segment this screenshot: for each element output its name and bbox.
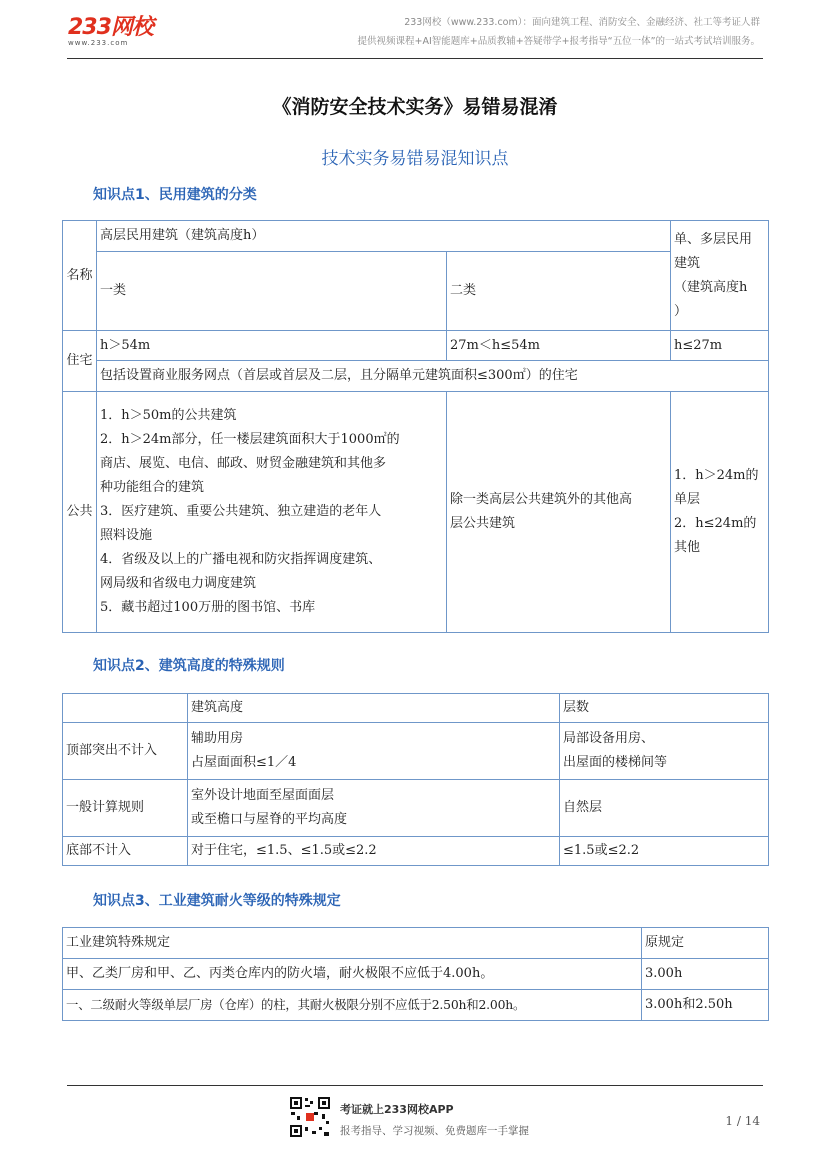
building-height-rules-table bbox=[62, 693, 769, 866]
floors-header-cell: 层数 bbox=[560, 694, 769, 723]
header-tagline bbox=[358, 13, 761, 51]
qr-code-icon bbox=[288, 1095, 332, 1139]
residential-class-2-cell: 27m＜h≤54m bbox=[447, 331, 671, 361]
public-low-rise-line: 单层 bbox=[674, 492, 701, 507]
table-row bbox=[63, 837, 769, 866]
public-low-rise-line: 其他 bbox=[674, 540, 701, 555]
original-rule-header-cell: 原规定 bbox=[642, 928, 769, 959]
cell-line: 室外设计地面至屋面面层 bbox=[191, 788, 335, 803]
public-class-1-line: 网局级和省级电力调度建筑 bbox=[100, 576, 257, 591]
special-rule-header-cell: 工业建筑特殊规定 bbox=[63, 928, 642, 959]
low-rise-header-cell bbox=[671, 221, 769, 331]
low-rise-header-line: 单、多层民用 bbox=[674, 231, 753, 247]
public-class-1-line: 种功能组合的建筑 bbox=[100, 480, 205, 495]
height-header-cell: 建筑高度 bbox=[188, 694, 560, 723]
section-1-heading: 知识点1、民用建筑的分类 bbox=[93, 187, 257, 203]
public-class-1-line: 照料设施 bbox=[100, 528, 153, 543]
app-promo-description: 报考指导、学习视频、免费题库一手掌握 bbox=[340, 1125, 529, 1137]
section-3-heading: 知识点3、工业建筑耐火等级的特殊规定 bbox=[93, 893, 341, 909]
class-2-header-cell: 二类 bbox=[447, 252, 671, 331]
rule-label-cell: 一般计算规则 bbox=[63, 780, 188, 837]
height-rule-cell bbox=[188, 723, 560, 780]
rule-label-cell: 顶部突出不计入 bbox=[63, 723, 188, 780]
public-class-2-cell bbox=[447, 392, 671, 633]
original-rule-cell: 3.00h和2.50h bbox=[642, 990, 769, 1021]
low-rise-header-line: ） bbox=[674, 303, 688, 319]
height-rule-cell bbox=[188, 780, 560, 837]
tagline-line-2: 提供视频课程+AI智能题库+品质教辅+答疑带学+报考指导“五位一体”的一站式考试培训服务。 bbox=[357, 36, 760, 47]
logo-text: 233网校 bbox=[68, 15, 153, 40]
empty-header-cell bbox=[63, 694, 188, 723]
residential-class-1-cell: h＞54m bbox=[97, 331, 447, 361]
document-subtitle: 技术实务易错易混知识点 bbox=[321, 149, 509, 169]
brand-logo bbox=[68, 10, 153, 47]
public-class-2-line: 层公共建筑 bbox=[450, 516, 516, 531]
public-class-1-cell bbox=[97, 392, 447, 633]
document-title: 《消防安全技术实务》易错易混淆 bbox=[272, 96, 558, 118]
low-rise-header-line: （建筑高度h bbox=[674, 279, 748, 295]
special-rule-cell: 甲、乙类厂房和甲、乙、丙类仓库内的防火墙，耐火极限不应低于4.00h。 bbox=[63, 959, 642, 990]
high-rise-header-cell: 高层民用建筑（建筑高度h） bbox=[97, 221, 671, 252]
height-rule-cell: 对于住宅，≤1.5、≤1.5或≤2.2 bbox=[188, 837, 560, 866]
rule-label-cell: 底部不计入 bbox=[63, 837, 188, 866]
public-class-1-line: 商店、展览、电信、邮政、财贸金融建筑和其他多 bbox=[100, 456, 387, 471]
cell-line: 占屋面面积≤1／4 bbox=[191, 755, 297, 770]
section-2-heading: 知识点2、建筑高度的特殊规则 bbox=[93, 658, 285, 674]
residential-note-cell: 包括设置商业服务网点（首层或首层及二层，且分隔单元建筑面积≤300㎡）的住宅 bbox=[97, 361, 769, 392]
name-label-cell: 名称 bbox=[63, 221, 97, 331]
residential-label-cell: 住宅 bbox=[63, 331, 97, 392]
public-class-1-line: 3．医疗建筑、重要公共建筑、独立建造的老年人 bbox=[100, 504, 382, 519]
table-row bbox=[63, 723, 769, 780]
public-low-rise-cell bbox=[671, 392, 769, 633]
public-class-1-line: 4．省级及以上的广播电视和防灾指挥调度建筑、 bbox=[100, 552, 382, 567]
header-divider bbox=[67, 58, 763, 59]
cell-line: 或至檐口与屋脊的平均高度 bbox=[191, 812, 348, 827]
app-promo-title: 考证就上233网校APP bbox=[340, 1103, 454, 1116]
table-row bbox=[63, 990, 769, 1021]
original-rule-cell: 3.00h bbox=[642, 959, 769, 990]
cell-line: 辅助用房 bbox=[191, 731, 244, 746]
page-number: 1 / 14 bbox=[725, 1114, 760, 1128]
residential-low-rise-cell: h≤27m bbox=[671, 331, 769, 361]
floors-rule-cell: 自然层 bbox=[560, 780, 769, 837]
table-row bbox=[63, 780, 769, 837]
cell-line: 出屋面的楼梯间等 bbox=[563, 755, 668, 770]
floors-rule-cell bbox=[560, 723, 769, 780]
table-row bbox=[63, 959, 769, 990]
class-1-header-cell: 一类 bbox=[97, 252, 447, 331]
page-header bbox=[0, 0, 830, 62]
public-class-1-line: 2．h＞24m部分，任一楼层建筑面积大于1000㎡的 bbox=[100, 432, 400, 447]
industrial-fire-resistance-table bbox=[62, 927, 769, 1021]
public-class-1-line: 5．藏书超过100万册的图书馆、书库 bbox=[100, 600, 316, 615]
tagline-line-1: 233网校（www.233.com）：面向建筑工程、消防安全、金融经济、社工等考证人群 bbox=[404, 17, 760, 28]
civil-building-classification-table bbox=[62, 220, 769, 633]
floors-rule-cell: ≤1.5或≤2.2 bbox=[560, 837, 769, 866]
public-low-rise-line: 1．h＞24m的 bbox=[674, 468, 759, 483]
public-label-cell: 公共 bbox=[63, 392, 97, 633]
public-class-1-line: 1．h＞50m的公共建筑 bbox=[100, 408, 237, 423]
public-low-rise-line: 2．h≤24m的 bbox=[674, 516, 757, 531]
footer-divider bbox=[67, 1085, 763, 1086]
logo-url: www.233.com bbox=[68, 39, 129, 47]
cell-line: 局部设备用房、 bbox=[563, 731, 655, 746]
public-class-2-line: 除一类高层公共建筑外的其他高 bbox=[450, 492, 633, 507]
low-rise-header-line: 建筑 bbox=[674, 255, 701, 271]
special-rule-cell: 一、二级耐火等级单层厂房（仓库）的柱，其耐火极限分别不应低于2.50h和2.00h。 bbox=[63, 990, 642, 1021]
